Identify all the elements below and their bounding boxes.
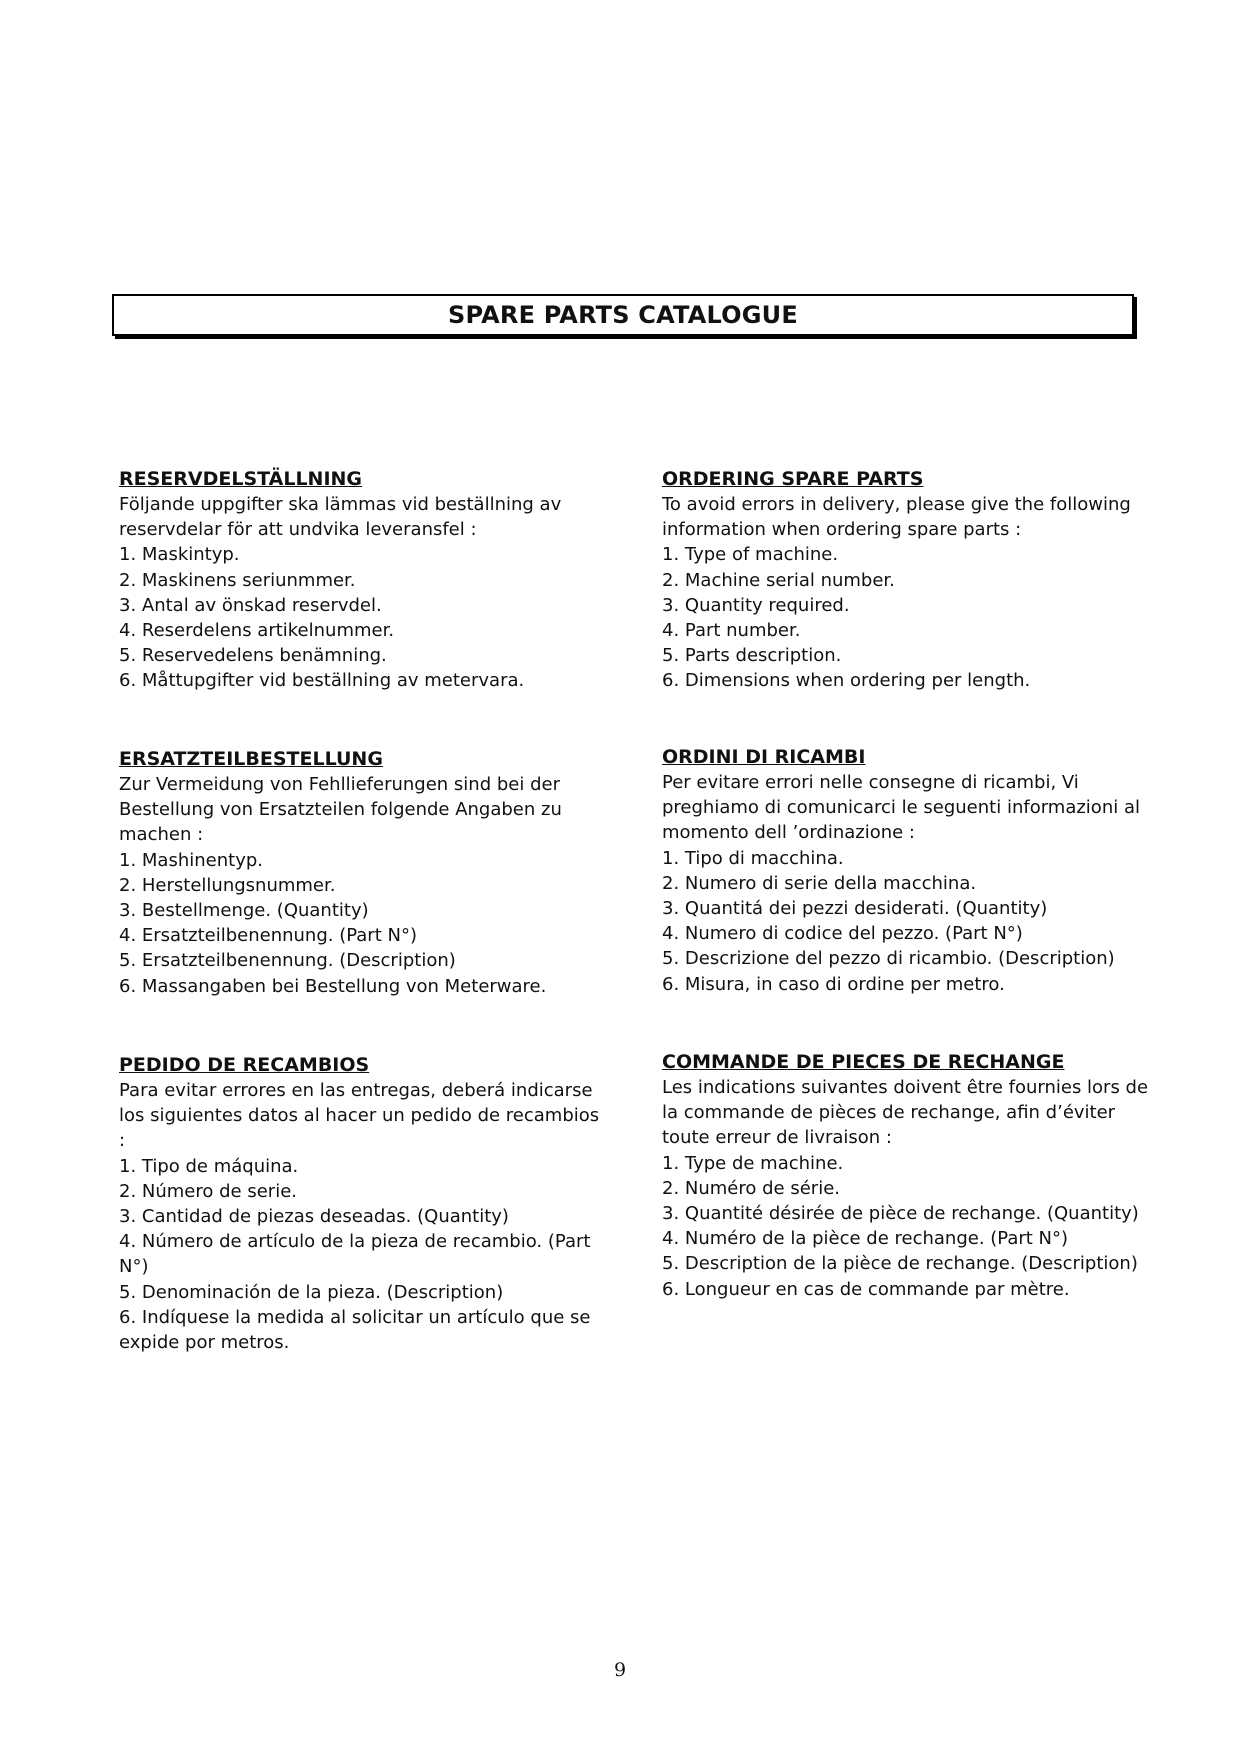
- list-item: 4. Part number.: [662, 620, 801, 642]
- section-list: [662, 846, 1162, 997]
- list-item: 3. Bestellmenge. (Quantity): [119, 900, 369, 922]
- list-item: 2. Numero di serie della macchina.: [662, 872, 977, 894]
- list-item: 4. Reserdelens artikelnummer.: [119, 620, 395, 642]
- section-list: [662, 1151, 1162, 1302]
- section-italian: [662, 744, 1162, 997]
- section-intro: Para evitar errores en las entregas, deberá indicarse los siguientes datos al hacer un pedido de recambios :: [119, 1080, 600, 1152]
- title-box: [112, 294, 1134, 336]
- list-item: 3. Antal av önskad reservdel.: [119, 594, 382, 616]
- page-title: SPARE PARTS CATALOGUE: [448, 301, 798, 329]
- list-item: 2. Maskinens seriunmmer.: [119, 569, 356, 591]
- section-heading: ORDINI DI RICAMBI: [662, 746, 866, 768]
- section-intro: Zur Vermeidung von Fehllieferungen sind bei der Bestellung von Ersatzteilen folgende Angaben zu machen :: [119, 774, 562, 846]
- section-heading: RESERVDELSTÄLLNING: [119, 468, 363, 490]
- list-item: 1. Maskintyp.: [119, 544, 240, 566]
- list-item: 6. Longueur en cas de commande par mètre.: [662, 1278, 1070, 1300]
- list-item: 1. Tipo de máquina.: [119, 1155, 299, 1177]
- list-item: 3. Quantité désirée de pièce de rechange. (Quantity): [662, 1203, 1139, 1225]
- section-swedish: [119, 466, 619, 694]
- list-item: 2. Número de serie.: [119, 1180, 297, 1202]
- section-french: [662, 1049, 1162, 1302]
- list-item: 2. Numéro de série.: [662, 1177, 840, 1199]
- section-list: [662, 542, 1162, 693]
- section-spanish: [119, 1052, 619, 1355]
- list-item: 4. Ersatzteilbenennung. (Part N°): [119, 925, 417, 947]
- list-item: 2. Machine serial number.: [662, 569, 895, 591]
- section-list: [119, 542, 619, 693]
- list-item: 3. Quantity required.: [662, 594, 850, 616]
- section-intro: Per evitare errori nelle consegne di ricambi, Vi preghiamo di comunicarci le seguenti informazioni al momento dell ’ordinazione :: [662, 772, 1140, 844]
- section-heading: PEDIDO DE RECAMBIOS: [119, 1054, 370, 1076]
- section-english: [662, 466, 1162, 694]
- section-heading: ORDERING SPARE PARTS: [662, 468, 924, 490]
- section-intro: To avoid errors in delivery, please give the following information when ordering spare parts :: [662, 494, 1131, 541]
- list-item: 5. Ersatzteilbenennung. (Description): [119, 950, 456, 972]
- section-list: [119, 848, 619, 999]
- list-item: 6. Måttupgifter vid beställning av metervara.: [119, 670, 525, 692]
- list-item: 5. Description de la pièce de rechange. (Description): [662, 1253, 1138, 1275]
- list-item: 6. Misura, in caso di ordine per metro.: [662, 973, 1005, 995]
- list-item: 5. Descrizione del pezzo di ricambio. (Description): [662, 948, 1115, 970]
- section-heading: COMMANDE DE PIECES DE RECHANGE: [662, 1051, 1065, 1073]
- section-heading: ERSATZTEILBESTELLUNG: [119, 748, 383, 770]
- list-item: 2. Herstellungsnummer.: [119, 874, 336, 896]
- section-list: [119, 1154, 619, 1356]
- page-number: 9: [613, 1659, 627, 1681]
- list-item: 5. Denominación de la pieza. (Description): [119, 1281, 504, 1303]
- list-item: 4. Numéro de la pièce de rechange. (Part N°): [662, 1228, 1069, 1250]
- section-intro: Les indications suivantes doivent être fournies lors de la commande de pièces de rechange, afin d’éviter toute erreur de livraison :: [662, 1077, 1149, 1149]
- list-item: 3. Cantidad de piezas deseadas. (Quantity): [119, 1206, 509, 1228]
- section-german: [119, 746, 619, 999]
- list-item: 6. Dimensions when ordering per length.: [662, 670, 1031, 692]
- list-item: 6. Indíquese la medida al solicitar un artículo que se expide por metros.: [119, 1306, 591, 1354]
- list-item: 4. Número de artículo de la pieza de recambio. (Part N°): [119, 1231, 591, 1278]
- list-item: 3. Quantitá dei pezzi desiderati. (Quantity): [662, 898, 1048, 920]
- list-item: 1. Type de machine.: [662, 1152, 844, 1174]
- list-item: 1. Mashinentyp.: [119, 849, 263, 871]
- list-item: 6. Massangaben bei Bestellung von Meterware.: [119, 975, 547, 997]
- list-item: 5. Parts description.: [662, 645, 842, 667]
- list-item: 5. Reservedelens benämning.: [119, 645, 387, 667]
- list-item: 4. Numero di codice del pezzo. (Part N°): [662, 923, 1023, 945]
- list-item: 1. Tipo di macchina.: [662, 847, 844, 869]
- section-intro: Följande uppgifter ska lämmas vid beställning av reservdelar för att undvika leveransfel :: [119, 494, 562, 541]
- list-item: 1. Type of machine.: [662, 544, 839, 566]
